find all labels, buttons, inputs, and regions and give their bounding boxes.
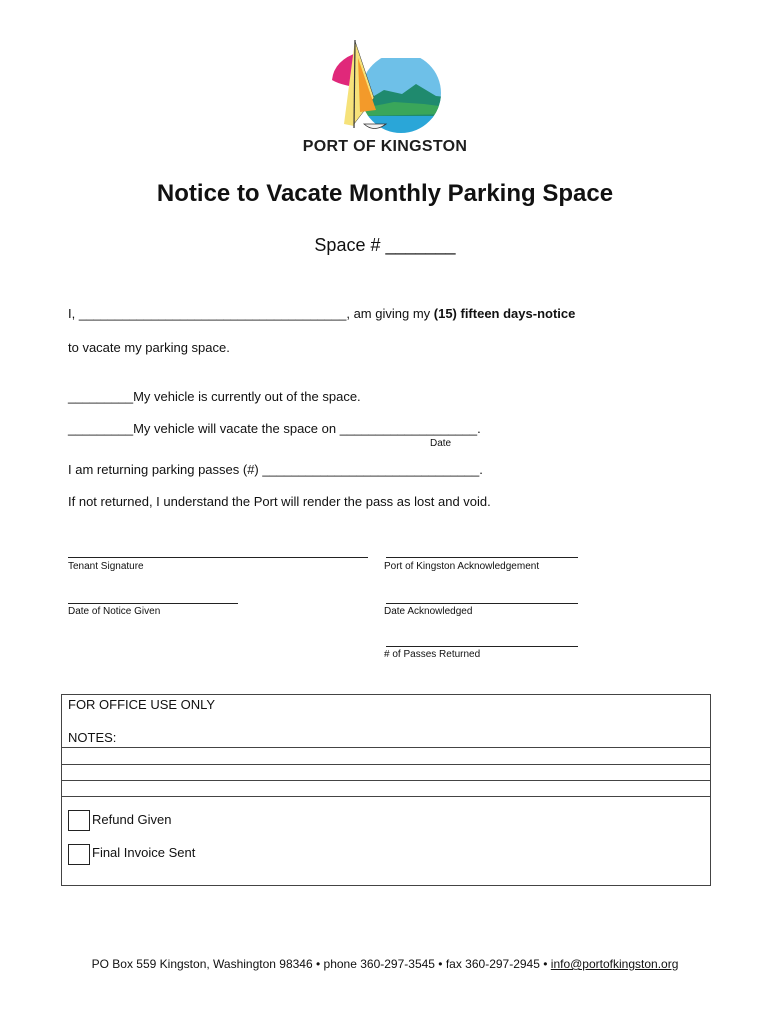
- vacate-statement: to vacate my parking space.: [68, 340, 230, 355]
- date-notice-line: [68, 603, 238, 604]
- refund-label: Refund Given: [92, 812, 172, 827]
- passes-returning: I am returning parking passes (#) ______________________________.: [68, 462, 483, 477]
- space-number-field: Space # _______: [314, 235, 456, 255]
- date-caption: Date: [430, 438, 452, 449]
- notice-statement: [68, 306, 575, 321]
- port-logo: [324, 38, 446, 138]
- logo-wordmark: PORT OF KINGSTON: [302, 138, 468, 155]
- date-ack-line: [386, 603, 578, 604]
- notice-statement-text: I, _____________________________________, am giving my: [68, 306, 434, 321]
- notes-line-2: [62, 764, 710, 765]
- notes-label: NOTES:: [68, 730, 117, 745]
- refund-checkbox[interactable]: [68, 810, 90, 831]
- notes-line-1: [62, 747, 710, 748]
- footer-contact: [0, 957, 770, 971]
- passes-returned-label: # of Passes Returned: [384, 649, 481, 660]
- date-ack-label: Date Acknowledged: [384, 606, 473, 617]
- final-invoice-label: Final Invoice Sent: [92, 845, 196, 860]
- footer-address: PO Box 559 Kingston, Washington 98346 • phone 360-297-3545 • fax 360-297-2945 •: [91, 957, 551, 971]
- form-title: Notice to Vacate Monthly Parking Space: [156, 180, 614, 207]
- port-ack-label: Port of Kingston Acknowledgement: [384, 561, 540, 572]
- not-returned-statement: If not returned, I understand the Port will render the pass as lost and void.: [68, 494, 491, 509]
- option-vehicle-out: _________My vehicle is currently out of the space.: [68, 389, 361, 404]
- office-use-box: [61, 694, 711, 886]
- port-ack-line: [386, 557, 578, 558]
- tenant-signature-label: Tenant Signature: [68, 561, 144, 572]
- passes-returned-line: [386, 646, 578, 647]
- option-vehicle-will-vacate: _________My vehicle will vacate the space on ___________________.: [68, 421, 481, 436]
- notes-line-4: [62, 796, 710, 797]
- footer-email-link[interactable]: info@portofkingston.org: [550, 957, 679, 971]
- notice-period: (15) fifteen days-notice: [433, 306, 576, 321]
- date-notice-label: Date of Notice Given: [68, 606, 161, 617]
- final-invoice-checkbox[interactable]: [68, 844, 90, 865]
- tenant-signature-line: [68, 557, 368, 558]
- office-use-heading: FOR OFFICE USE ONLY: [68, 697, 216, 712]
- notes-line-3: [62, 780, 710, 781]
